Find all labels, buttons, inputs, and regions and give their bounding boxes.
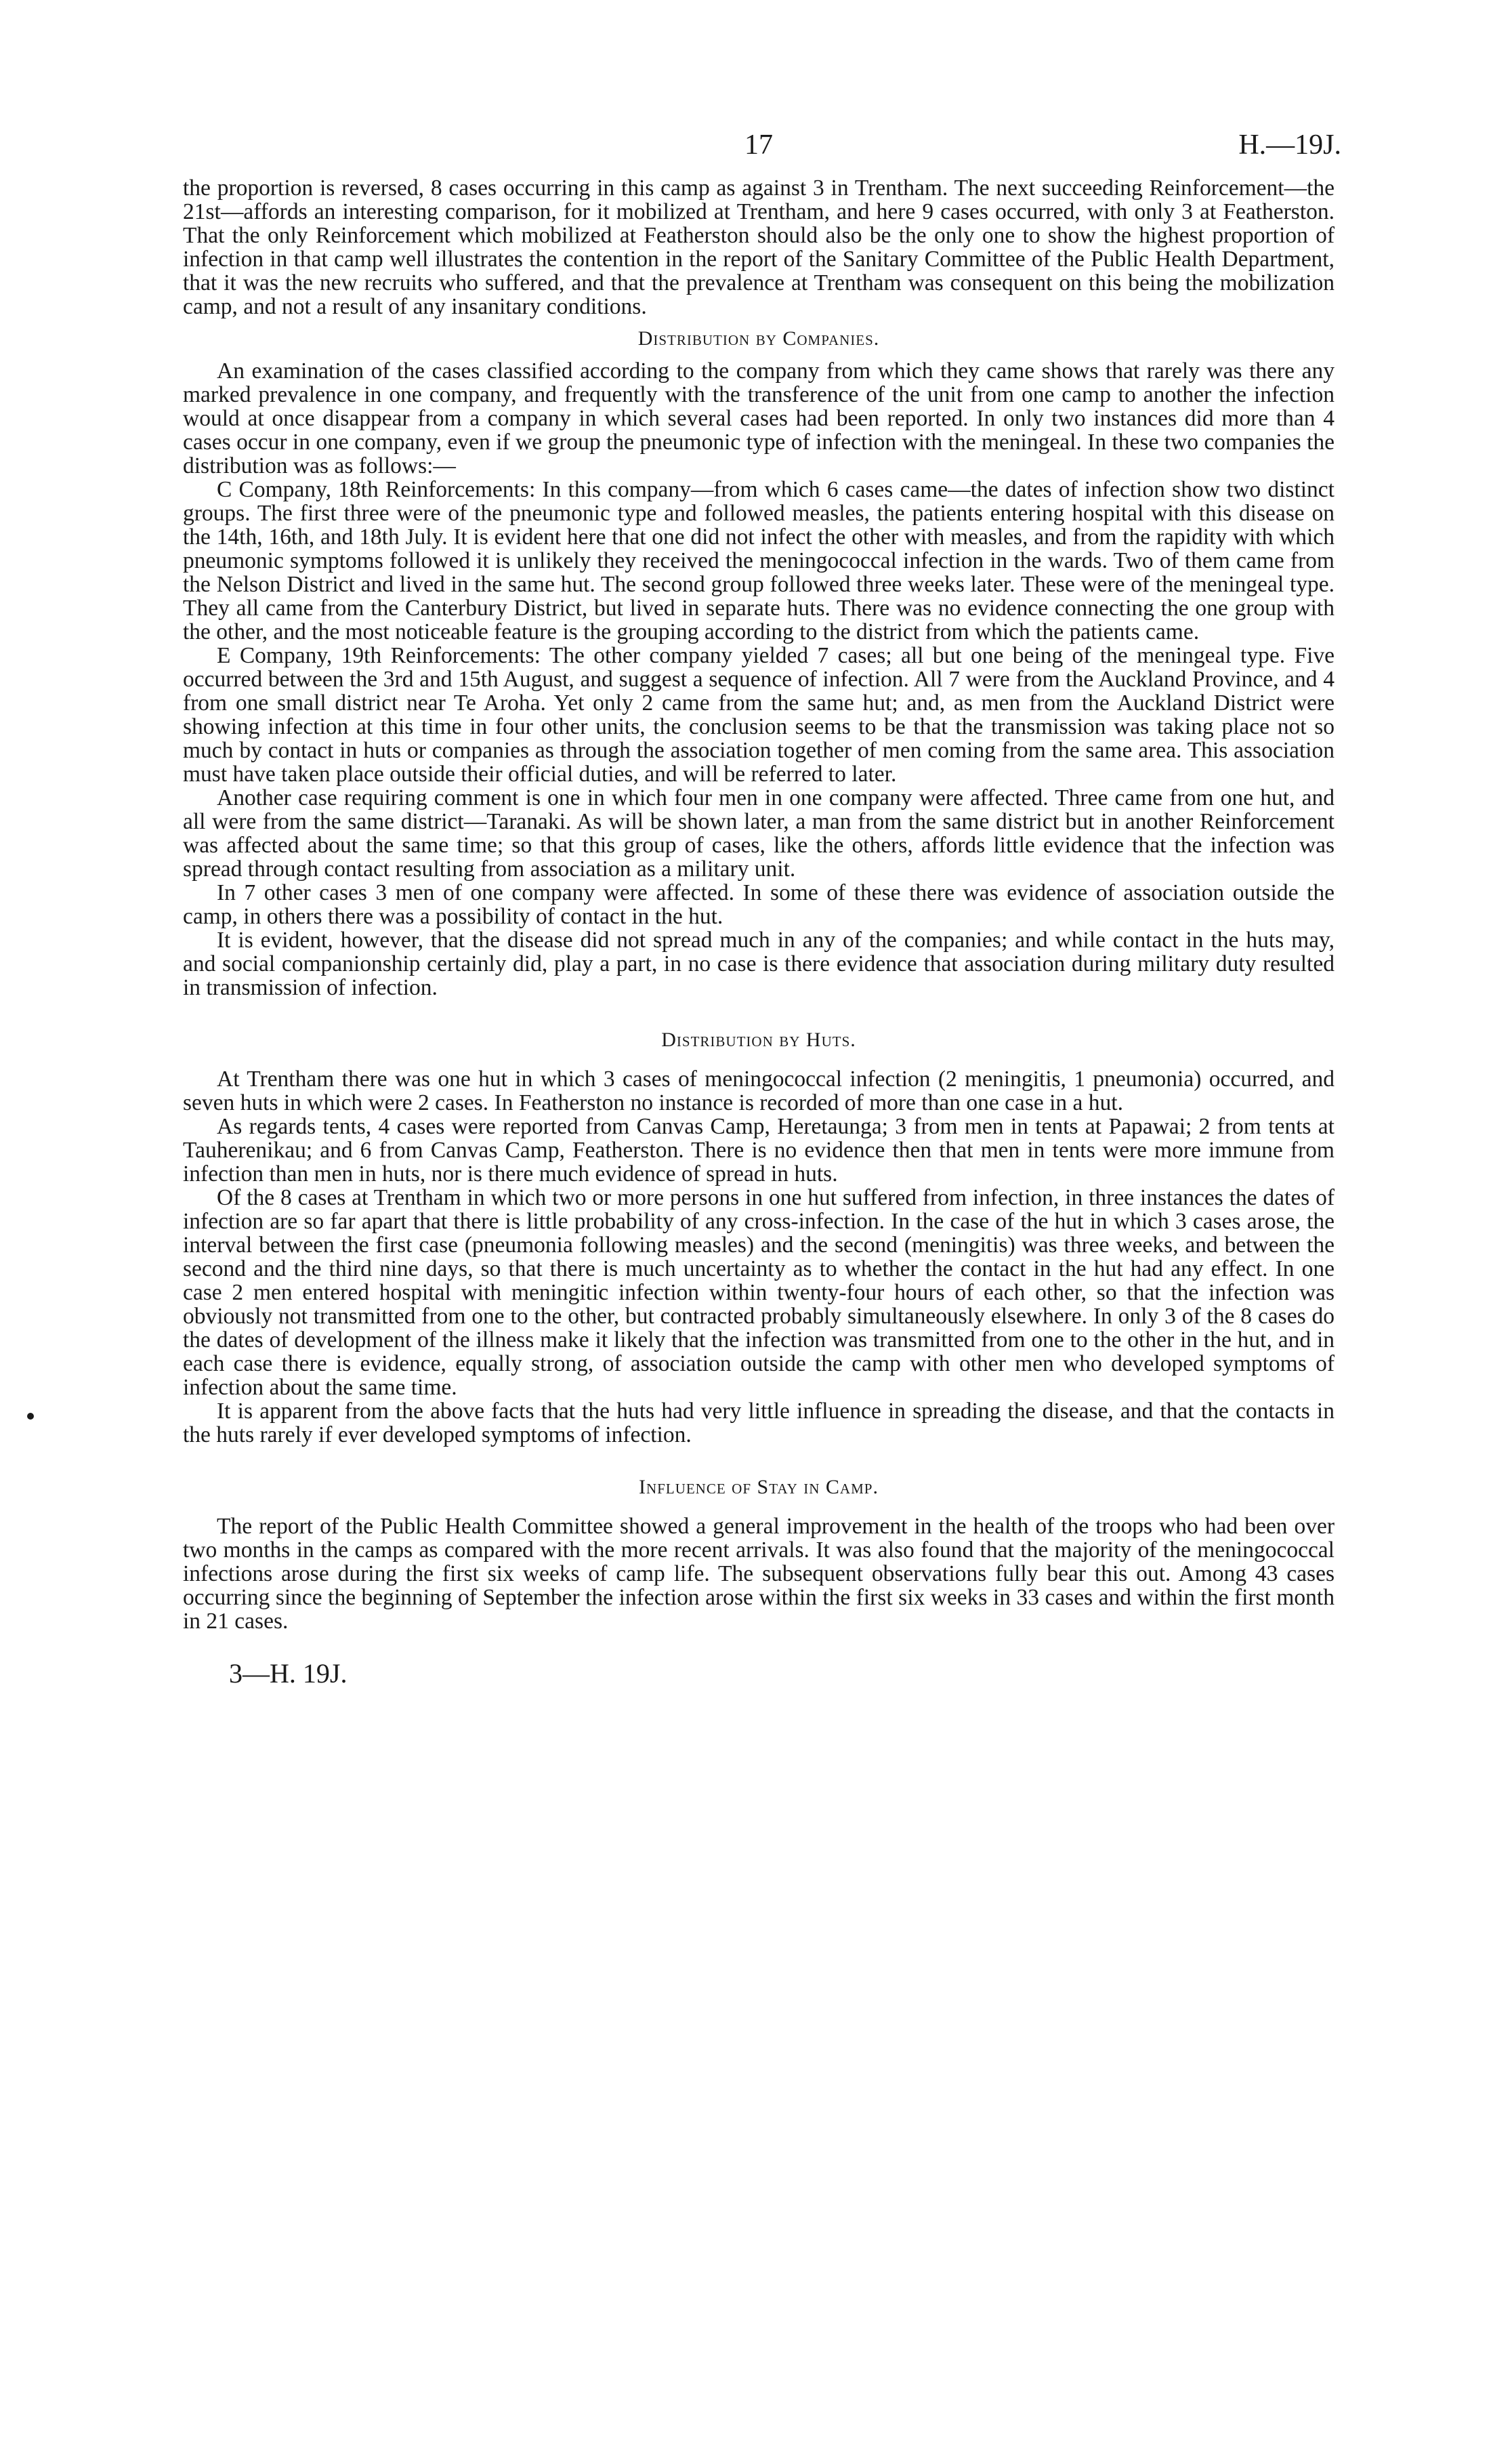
- paragraph: Of the 8 cases at Trentham in which two or more persons in one hut suffered from infection, in three instances the dates of infection are so far apart that there is little probability of any cross-infection. In the case of the hut in which 3 cases arose, the interval between the first case (pneumonia following measles) and the second (meningitis) was three weeks, and between the second and the third nine days, so that there is much uncertainty as to whether the contact in the hut had any effect. In one case 2 men entered hospital with meningitic infection within twenty-four hours of each other, so that the infection was obviously not transmitted from one to the other, but contracted probably simultaneously elsewhere. In only 3 of the 8 cases do the dates of development of the illness make it likely that the infection was transmitted from one to the other in the hut, and in each case there is evidence, equally strong, of association outside the camp with other men who developed symptoms of infection about the same time.: [183, 1185, 1335, 1400]
- paragraph: E Company, 19th Reinforcements: The other company yielded 7 cases; all but one being of the meningeal type. Five occurred between the 3rd and 15th August, and suggest a sequence of infection. All 7 were from the Auckland Province, and 4 from one small district near Te Aroha. Yet only 2 came from the same hut; and, as men from the Auckland District were showing infection at this time in four other units, the conclusion seems to be that the transmission was taking place not so much by contact in huts or companies as through the association together of men coming from the same area. This association must have taken place outside their official duties, and will be referred to later.: [183, 643, 1335, 787]
- page-header: [183, 129, 1341, 176]
- section-heading-stay-in-camp: Influence of Stay in Camp.: [639, 1476, 879, 1498]
- paragraph: In 7 other cases 3 men of one company were affected. In some of these there was evidence of association outside the camp, in others there was a possibility of contact in the hut.: [183, 880, 1335, 929]
- document-page: [183, 129, 1341, 1689]
- paragraph: As regards tents, 4 cases were reported from Canvas Camp, Heretaunga; 3 from men in tents at Papawai; 2 from tents at Tauherenikau; and 6 from Canvas Camp, Featherston. There is no evidence then that men in tents were more immune from infection than men in huts, nor is there much evidence of spread in huts.: [183, 1114, 1335, 1186]
- paragraph: It is evident, however, that the disease did not spread much in any of the companies; and while contact in the huts may, and social companionship certainly did, play a part, in no case is there evidence that association during military duty resulted in transmission of infection.: [183, 928, 1335, 1000]
- document-reference: H.—19J.: [1238, 129, 1341, 161]
- paragraph: C Company, 18th Reinforcements: In this company—from which 6 cases came—the dates of infection show two distinct groups. The first three were of the pneumonic type and followed measles, the patients entering hospital with this disease on the 14th, 16th, and 18th July. It is evident here that one did not infect the other with measles, and from the rapidity with which pneumonic symptoms followed it is unlikely they received the meningococcal infection in the wards. Two of them came from the Nelson District and lived in the same hut. The second group followed three weeks later. These were of the meningeal type. They all came from the Canterbury District, but lived in separate huts. There was no evidence connecting the one group with the other, and the most noticeable feature is the grouping according to the district from which the patients came.: [183, 477, 1335, 644]
- footer-signature-reference: 3—H. 19J.: [229, 1658, 348, 1689]
- paragraph: The report of the Public Health Committee showed a general improvement in the health of the troops who had been over two months in the camps as compared with the more recent arrivals. It was also found that the majority of the meningococcal infections arose during the first six weeks of camp life. The subsequent observations fully bear this out. Among 43 cases occurring since the beginning of September the infection arose within the first six weeks in 33 cases and within the first month in 21 cases.: [183, 1514, 1335, 1634]
- margin-mark: [27, 1413, 34, 1420]
- paragraph: An examination of the cases classified according to the company from which they came shows that rarely was there any marked prevalence in one company, and frequently with the transference of the unit from one camp to another the infection would at once disappear from a company in which several cases had been reported. In only two instances did more than 4 cases occur in one company, even if we group the pneumonic type of infection with the meningeal. In these two companies the distribution was as follows:—: [183, 358, 1335, 478]
- intro-paragraph: the proportion is reversed, 8 cases occurring in this camp as against 3 in Trentham. The next succeeding Reinforcement—the 21st—affords an interesting comparison, for it mobilized at Trentham, and here 9 cases occurred, with only 3 at Featherston. That the only Reinforcement which mobilized at Featherston should also be the only one to show the highest proportion of infection in that camp well illustrates the contention in the report of the Sanitary Committee of the Public Health Department, that it was the new recruits who suffered, and that the prevalence at Trentham was consequent on this being the mobilization camp, and not a result of any insanitary conditions.: [183, 176, 1335, 319]
- section-heading-huts: Distribution by Huts.: [661, 1029, 856, 1051]
- paragraph: It is apparent from the above facts that the huts had very little influence in spreading the disease, and that the contacts in the huts rarely if ever developed symptoms of infection.: [183, 1399, 1335, 1447]
- paragraph: At Trentham there was one hut in which 3 cases of meningococcal infection (2 meningitis, 1 pneumonia) occurred, and seven huts in which were 2 cases. In Featherston no instance is recorded of more than one case in a hut.: [183, 1067, 1335, 1115]
- section-heading-companies: Distribution by Companies.: [637, 327, 880, 350]
- page-number: 17: [744, 129, 773, 161]
- paragraph: Another case requiring comment is one in which four men in one company were affected. Three came from one hut, and all were from the same district—Taranaki. As will be shown later, a man from the same district but in another Reinforcement was affected about the same time; so that this group of cases, like the others, affords little evidence that the infection was spread through contact resulting from association as a military unit.: [183, 785, 1335, 882]
